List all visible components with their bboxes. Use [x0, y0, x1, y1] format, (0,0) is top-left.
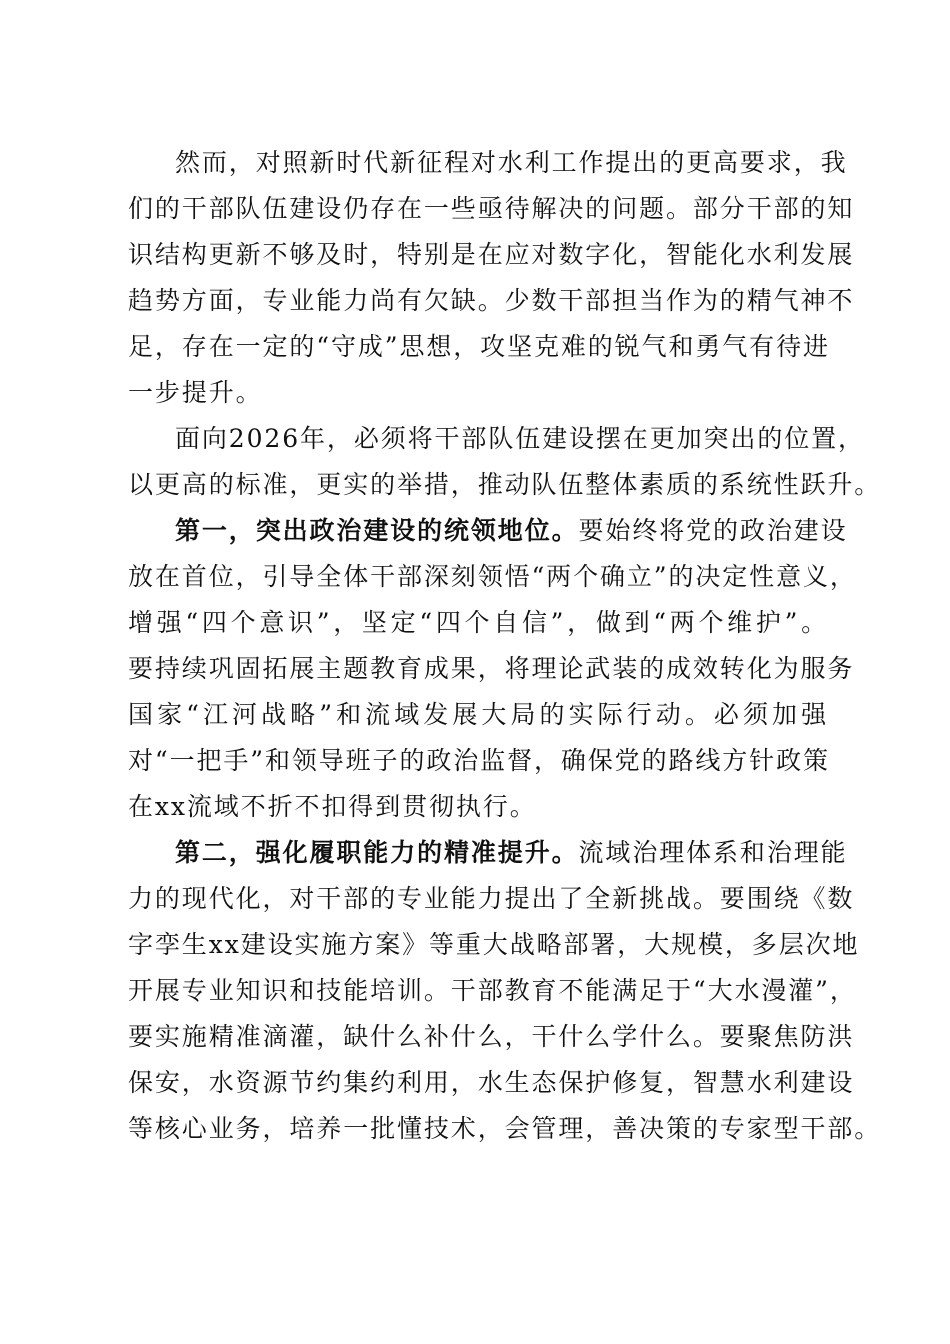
paragraph-3-line-6: 对“一把手”和领导班子的政治监督，确保党的路线方针政策: [128, 746, 830, 775]
paragraph-1-line-4: 趋势方面，专业能力尚有欠缺。少数干部担当作为的精气神不: [128, 286, 855, 315]
paragraph-3-line-4: 要持续巩固拓展主题教育成果，将理论武装的成效转化为服务: [128, 654, 855, 683]
paragraph-3-line-5: 国家“江河战略”和流域发展大局的实际行动。必须加强: [128, 700, 828, 729]
paragraph-1-line-6: 一步提升。: [128, 378, 263, 407]
paragraph-3-line-1: [175, 511, 848, 551]
paragraph-2-line-2: 以更高的标准，更实的举措，推动队伍整体素质的系统性跃升。: [128, 470, 882, 499]
paragraph-4-line-1: [175, 833, 848, 873]
paragraph-3-line-3: 增强“四个意识”，坚定“四个自信”，做到“两个维护”。: [128, 608, 828, 637]
paragraph-4-line-3: 字孪生xx建设实施方案》等重大战略部署，大规模，多层次地: [128, 930, 860, 959]
paragraph-1-line-1: 然而，对照新时代新征程对水利工作提出的更高要求，我: [175, 148, 848, 177]
paragraph-1-line-2: 们的干部队伍建设仍存在一些亟待解决的问题。部分干部的知: [128, 194, 855, 223]
paragraph-3-line-2: 放在首位，引导全体干部深刻领悟“两个确立”的决定性意义，: [128, 562, 857, 591]
paragraph-4-line-5: 要实施精准滴灌，缺什么补什么，干什么学什么。要聚焦防洪: [128, 1022, 855, 1051]
paragraph-4-heading: 第二，强化履职能力的精准提升。: [175, 838, 579, 867]
paragraph-3-line-7: 在xx流域不折不扣得到贯彻执行。: [128, 792, 537, 821]
paragraph-2-line-1: 面向2026年，必须将干部队伍建设摆在更加突出的位置，: [175, 424, 865, 453]
paragraph-1-line-5: 足，存在一定的“守成”思想，攻坚克难的锐气和勇气有待进: [128, 332, 830, 361]
paragraph-4-line-1-text: 流域治理体系和治理能: [578, 838, 848, 867]
paragraph-4-line-2: 力的现代化，对干部的专业能力提出了全新挑战。要围绕《数: [128, 884, 855, 913]
paragraph-1-line-3: 识结构更新不够及时，特别是在应对数字化，智能化水利发展: [128, 240, 855, 269]
paragraph-4-line-7: 等核心业务，培养一批懂技术，会管理，善决策的专家型干部。: [128, 1114, 882, 1143]
paragraph-3-heading: 第一，突出政治建设的统领地位。: [175, 516, 579, 545]
paragraph-4-line-4: 开展专业知识和技能培训。干部教育不能满足于“大水漫灌”，: [128, 976, 857, 1005]
paragraph-4-line-6: 保安，水资源节约集约利用，水生态保护修复，智慧水利建设: [128, 1068, 855, 1097]
paragraph-3-line-1-text: 要始终将党的政治建设: [578, 516, 848, 545]
